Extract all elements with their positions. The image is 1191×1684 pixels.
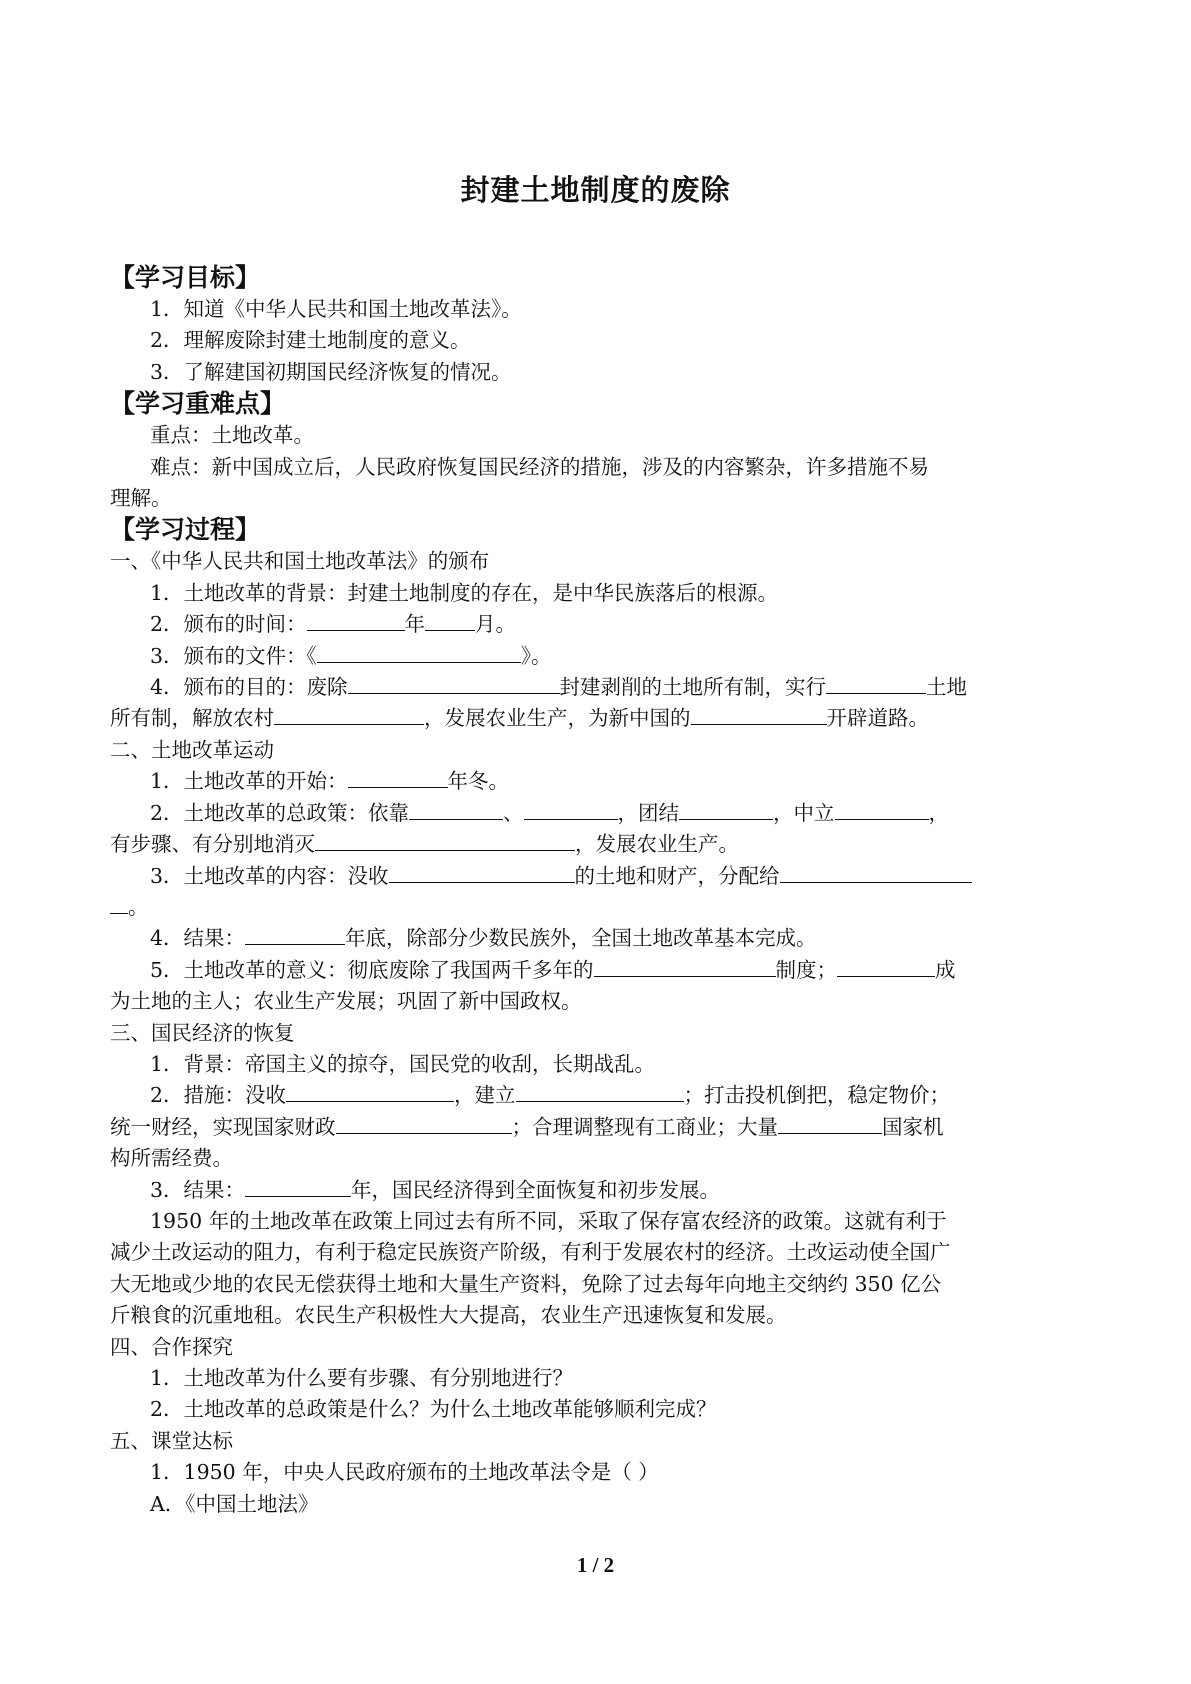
fill-blank[interactable] <box>286 1081 454 1102</box>
fill-blank[interactable] <box>516 1081 684 1102</box>
part2-content: 3．土地改革的内容：没收 的土地和财产，分配给 <box>110 861 1092 892</box>
part2-start: 1．土地改革的开始： 年冬。 <box>150 769 510 794</box>
part1-background: 1．土地改革的背景：封建土地制度的存在，是中华民族落后的根源。 <box>150 580 779 605</box>
part2-policy: 2．土地改革的总政策：依靠 、 ，团结 ，中立 ， <box>150 800 950 825</box>
fill-blank[interactable] <box>778 1113 882 1134</box>
part3-result: 3．结果： 年，国民经济得到全面恢复和初步发展。 <box>150 1177 721 1202</box>
fill-blank[interactable] <box>315 830 575 851</box>
fill-blank[interactable] <box>780 862 972 883</box>
part1-heading: 一、《中华人民共和国土地改革法》的颁布 <box>110 549 490 574</box>
fill-blank[interactable] <box>245 1176 351 1197</box>
part3-paragraph: 大无地或少地的农民无偿获得土地和大量生产资料，免除了过去每年向地主交纳约 350 亿公 <box>110 1271 942 1296</box>
fill-blank[interactable] <box>274 704 424 725</box>
part2-policy-cont: 有步骤、有分别地消灭 ，发展农业生产。 <box>110 832 739 857</box>
part3-measures: 2．措施：没收 ，建立 ；打击投机倒把，稳定物价； <box>150 1083 951 1108</box>
part2-significance: 5．土地改革的意义：彻底废除了我国两千多年的 制度； 成 <box>150 957 956 982</box>
document-title: 封建土地制度的废除 <box>460 173 731 207</box>
part2-content-cont: 。 <box>110 892 1092 923</box>
heading-key-points: 【学习重难点】 <box>110 389 286 419</box>
fill-blank[interactable] <box>389 862 575 883</box>
part4-heading: 四、合作探究 <box>110 1334 233 1359</box>
key-point: 重点：土地改革。 <box>150 423 314 448</box>
part2-result: 4．结果： 年底，除部分少数民族外，全国土地改革基本完成。 <box>150 926 817 951</box>
part1-purpose-cont: 所有制，解放农村 ，发展农业生产，为新中国的 开辟道路。 <box>110 706 929 731</box>
part2-significance-cont: 为土地的主人；农业生产发展；巩固了新中国政权。 <box>110 989 582 1014</box>
goal-item: 2．理解废除封建土地制度的意义。 <box>150 328 471 353</box>
fill-blank[interactable] <box>307 610 405 631</box>
part3-paragraph: 减少土改运动的阻力，有利于稳定民族资产阶级，有利于发展农村的经济。土改运动使全国广 <box>110 1240 951 1265</box>
fill-blank[interactable] <box>837 956 935 977</box>
difficulty-line: 理解。 <box>110 486 172 511</box>
fill-blank[interactable] <box>524 799 618 820</box>
fill-blank[interactable] <box>317 642 521 663</box>
part1-time: 2．颁布的时间： 年 月。 <box>150 612 517 637</box>
part5-heading: 五、课堂达标 <box>110 1428 233 1453</box>
fill-blank[interactable] <box>826 673 926 694</box>
part3-measures-cont: 统一财经，实现国家财政 ；合理调整现有工商业；大量 国家机 <box>110 1114 944 1139</box>
part4-question: 2．土地改革的总政策是什么？为什么土地改革能够顺利完成？ <box>150 1397 717 1422</box>
part3-background: 1．背景：帝国主义的掠夺，国民党的收刮，长期战乱。 <box>150 1051 656 1076</box>
part3-paragraph: 1950 年的土地改革在政策上同过去有所不同，采取了保存富农经济的政策。这就有利于 <box>150 1208 947 1233</box>
part5-question: 1．1950 年，中央人民政府颁布的土地改革法令是（ ） <box>150 1460 659 1485</box>
part3-paragraph: 斤粮食的沉重地租。农民生产积极性大大提高，农业生产迅速恢复和发展。 <box>110 1303 787 1328</box>
goal-item: 1．知道《中华人民共和国土地改革法》。 <box>150 297 522 321</box>
fill-blank[interactable] <box>835 799 929 820</box>
fill-blank[interactable] <box>425 610 475 631</box>
heading-goals: 【学习目标】 <box>110 263 261 292</box>
document-body <box>110 262 1092 1520</box>
fill-blank[interactable] <box>348 673 560 694</box>
fill-blank[interactable] <box>409 799 503 820</box>
fill-blank[interactable] <box>348 767 448 788</box>
part2-heading: 二、土地改革运动 <box>110 737 274 762</box>
part4-question: 1．土地改革为什么要有步骤、有分别地进行？ <box>150 1366 574 1390</box>
fill-blank[interactable] <box>336 1113 512 1134</box>
part1-document: 3．颁布的文件：《 》。 <box>150 643 552 668</box>
fill-blank[interactable] <box>245 924 345 945</box>
goal-item: 3．了解建国初期国民经济恢复的情况。 <box>150 359 512 384</box>
fill-blank[interactable] <box>679 799 773 820</box>
part3-heading: 三、国民经济的恢复 <box>110 1020 295 1045</box>
fill-blank[interactable] <box>594 956 776 977</box>
heading-process: 【学习过程】 <box>110 515 261 545</box>
part5-option-a: A．《中国土地法》 <box>150 1491 319 1516</box>
part1-purpose: 4．颁布的目的：废除 封建剥削的土地所有制，实行 土地 <box>150 675 968 700</box>
difficulty-line: 难点：新中国成立后，人民政府恢复国民经济的措施，涉及的内容繁杂，许多措施不易 <box>150 454 929 479</box>
page-number: 1 / 2 <box>576 1553 615 1577</box>
fill-blank[interactable] <box>691 704 827 725</box>
part3-measures-cont: 构所需经费。 <box>110 1146 233 1171</box>
fill-blank[interactable] <box>110 893 128 914</box>
